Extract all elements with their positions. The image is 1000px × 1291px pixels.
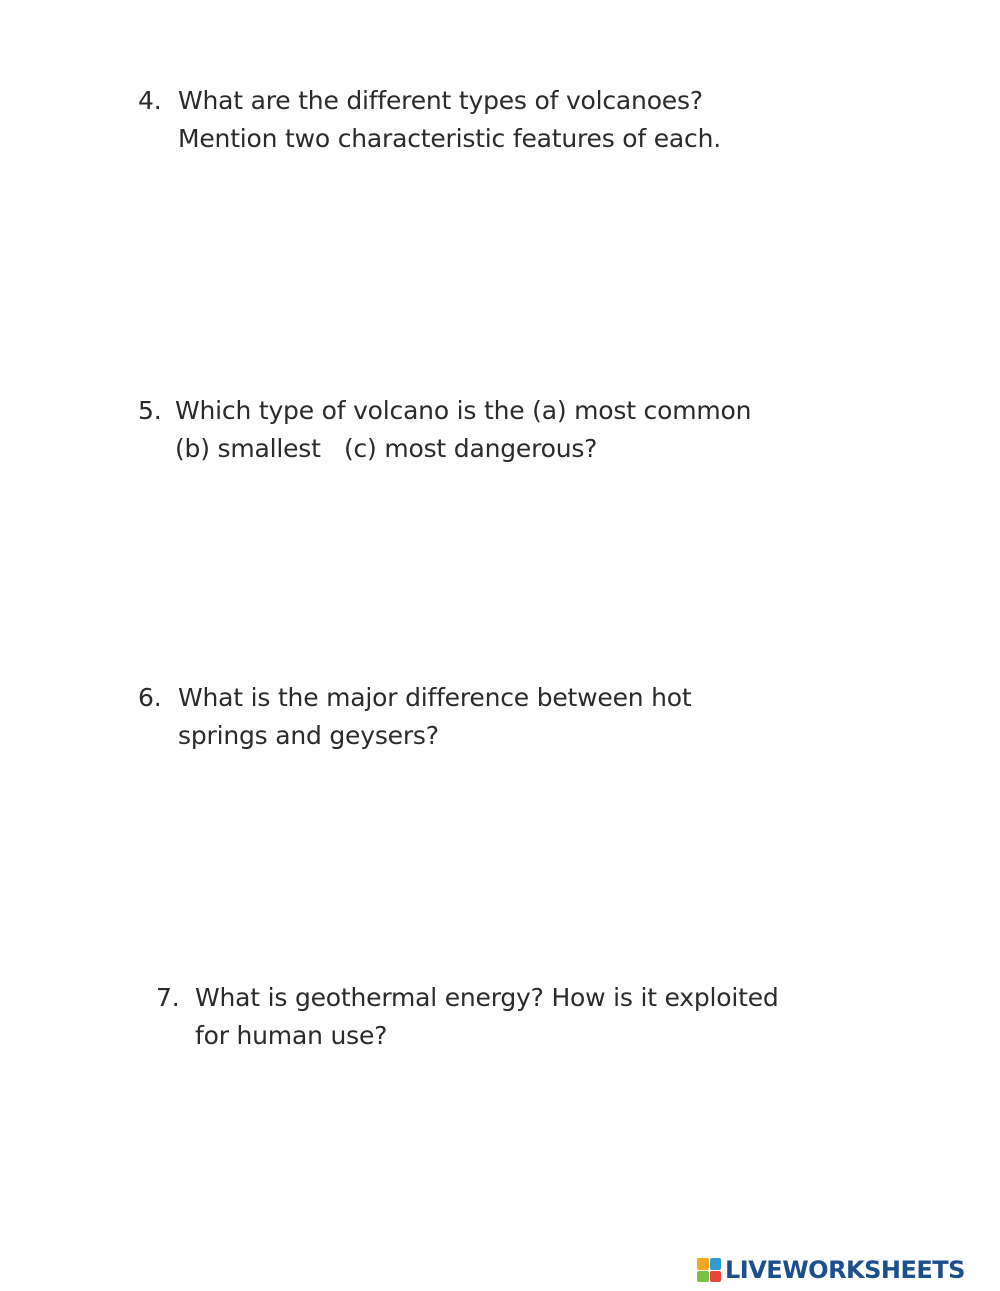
brand-name: LIVEWORKSHEETS (725, 1256, 965, 1284)
question-number: 6. (138, 683, 162, 712)
logo-tile-tr (710, 1258, 722, 1270)
liveworksheets-brand[interactable] (697, 1256, 965, 1284)
question-number: 7. (156, 983, 180, 1012)
question-text-line: for human use? (195, 1021, 388, 1050)
question-text-line: Mention two characteristic features of each. (178, 124, 721, 153)
question-text-line: springs and geysers? (178, 721, 439, 750)
question-text-line: (b) smallest (c) most dangerous? (175, 434, 598, 463)
question-text-line: What is geothermal energy? How is it exploited (195, 983, 779, 1012)
liveworksheets-logo-icon (697, 1258, 721, 1282)
question-number: 5. (138, 396, 162, 425)
question-5 (138, 392, 751, 468)
question-text-line: Which type of volcano is the (a) most common (175, 396, 752, 425)
question-text-line: What are the different types of volcanoes? (178, 86, 703, 115)
question-6 (138, 679, 692, 755)
logo-tile-br (710, 1271, 722, 1283)
question-4 (138, 82, 721, 158)
logo-tile-bl (697, 1271, 709, 1283)
question-text-line: What is the major difference between hot (178, 683, 692, 712)
question-7 (156, 979, 779, 1055)
logo-tile-tl (697, 1258, 709, 1270)
question-number: 4. (138, 86, 162, 115)
